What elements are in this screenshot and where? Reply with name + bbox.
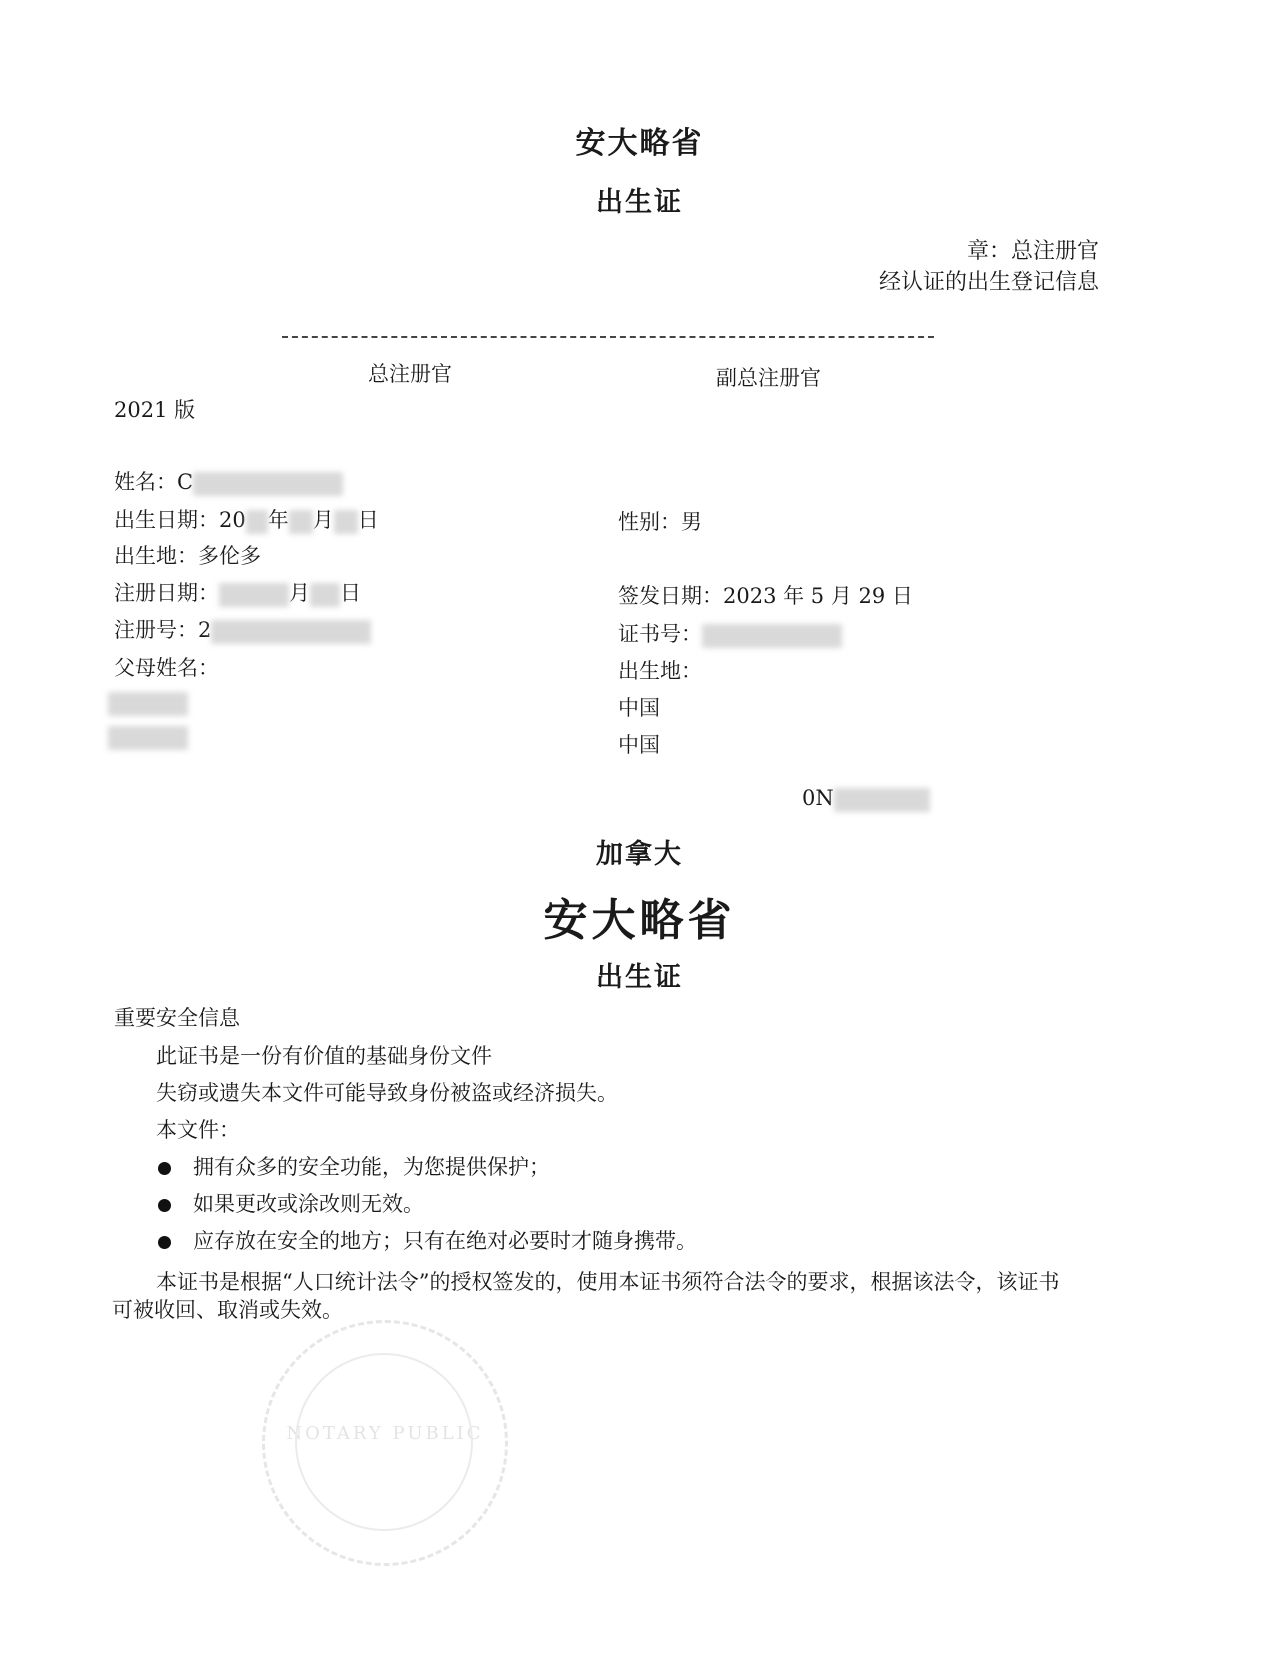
sex-label: 性别： <box>618 510 681 534</box>
back-doc-title: 出生证 <box>596 962 683 993</box>
back-province: 安大略省 <box>543 895 736 946</box>
reg-no-prefix: 2 <box>198 618 212 642</box>
back-country: 加拿大 <box>596 839 683 870</box>
parents-label: 父母姓名： <box>114 656 219 680</box>
dob-day-unit: 日 <box>357 508 379 532</box>
redaction-block <box>702 624 842 648</box>
birthplace-value: 多伦多 <box>198 544 261 568</box>
header-doc-title: 出生证 <box>596 187 683 218</box>
edition-label: 2021 版 <box>114 398 196 422</box>
bullet-item-3 <box>158 1225 697 1255</box>
bullet-dot-icon <box>158 1199 171 1212</box>
cert-no-label: 证书号： <box>618 622 702 646</box>
bullet-text: 应存放在安全的地方；只有在绝对必要时才随身携带。 <box>193 1229 697 1253</box>
dob-year-prefix: 20 <box>219 508 246 532</box>
security-line-2: 失窃或遗失本文件可能导致身份被盗或经济损失。 <box>156 1081 618 1105</box>
redaction-block <box>193 472 343 496</box>
bullet-dot-icon <box>158 1162 171 1175</box>
bullet-item-2 <box>158 1188 424 1218</box>
redaction-block <box>334 510 358 534</box>
issue-date-row <box>618 580 913 610</box>
seal-caption-1: 章：总注册官 <box>966 239 1099 264</box>
serial-row <box>802 786 930 812</box>
reg-no-row <box>114 614 371 644</box>
legal-paragraph-line-1: 本证书是根据“人口统计法令”的授权签发的，使用本证书须符合法令的要求，根据该法令，该证书 <box>156 1270 1060 1294</box>
parent-birthplace-label: 出生地： <box>618 659 702 683</box>
dob-month-unit: 月 <box>312 508 334 532</box>
dob-label: 出生日期： <box>114 508 219 532</box>
security-heading: 重要安全信息 <box>114 1006 240 1030</box>
dob-year-unit: 年 <box>267 508 289 532</box>
issue-date-label: 签发日期： <box>618 584 723 608</box>
signature-deputy-registrar: 副总注册官 <box>716 366 821 390</box>
reg-month-unit: 月 <box>289 581 310 605</box>
signature-dashed-line <box>282 336 934 338</box>
notary-seal-text: NOTARY PUBLIC <box>286 1423 484 1444</box>
bullet-text: 如果更改或涂改则无效。 <box>193 1192 424 1216</box>
redaction-block <box>219 583 289 607</box>
bullet-dot-icon <box>158 1236 171 1249</box>
sex-row <box>618 506 702 536</box>
signature-registrar-general: 总注册官 <box>368 362 452 386</box>
redaction-block <box>211 620 371 644</box>
seal-caption-2: 经认证的出生登记信息 <box>878 270 1099 295</box>
name-value: C <box>177 470 194 494</box>
name-label: 姓名： <box>114 470 177 494</box>
bullet-item-1 <box>158 1151 550 1181</box>
birthplace-label: 出生地： <box>114 544 198 568</box>
notary-seal-icon <box>262 1320 508 1566</box>
redaction-block <box>834 788 930 812</box>
redaction-block <box>108 692 188 716</box>
cert-no-row <box>618 618 842 648</box>
birthplace-row <box>114 540 261 570</box>
security-line-3: 本文件： <box>156 1118 240 1142</box>
bullet-text: 拥有众多的安全功能，为您提供保护； <box>193 1155 550 1179</box>
issue-date-value: 2023 年 5 月 29 日 <box>723 584 913 608</box>
reg-no-label: 注册号： <box>114 618 198 642</box>
header-province: 安大略省 <box>575 126 704 161</box>
legal-paragraph-line-2: 可被收回、取消或失效。 <box>112 1298 343 1322</box>
parent-birthplace-2: 中国 <box>618 733 660 757</box>
dob-row <box>114 504 379 534</box>
serial-prefix: 0N <box>802 786 834 810</box>
reg-date-label: 注册日期： <box>114 581 219 605</box>
name-row <box>114 466 343 496</box>
security-line-1: 此证书是一份有价值的基础身份文件 <box>156 1044 492 1068</box>
reg-date-row <box>114 577 361 607</box>
reg-day-unit: 日 <box>340 581 361 605</box>
parent-birthplace-1: 中国 <box>618 696 660 720</box>
redaction-block <box>310 583 340 607</box>
redaction-block <box>246 510 268 534</box>
redaction-block <box>289 510 313 534</box>
redaction-block <box>108 726 188 750</box>
parent-name-redacted-2 <box>108 726 188 750</box>
sex-value: 男 <box>681 510 702 534</box>
parent-name-redacted-1 <box>108 692 188 716</box>
